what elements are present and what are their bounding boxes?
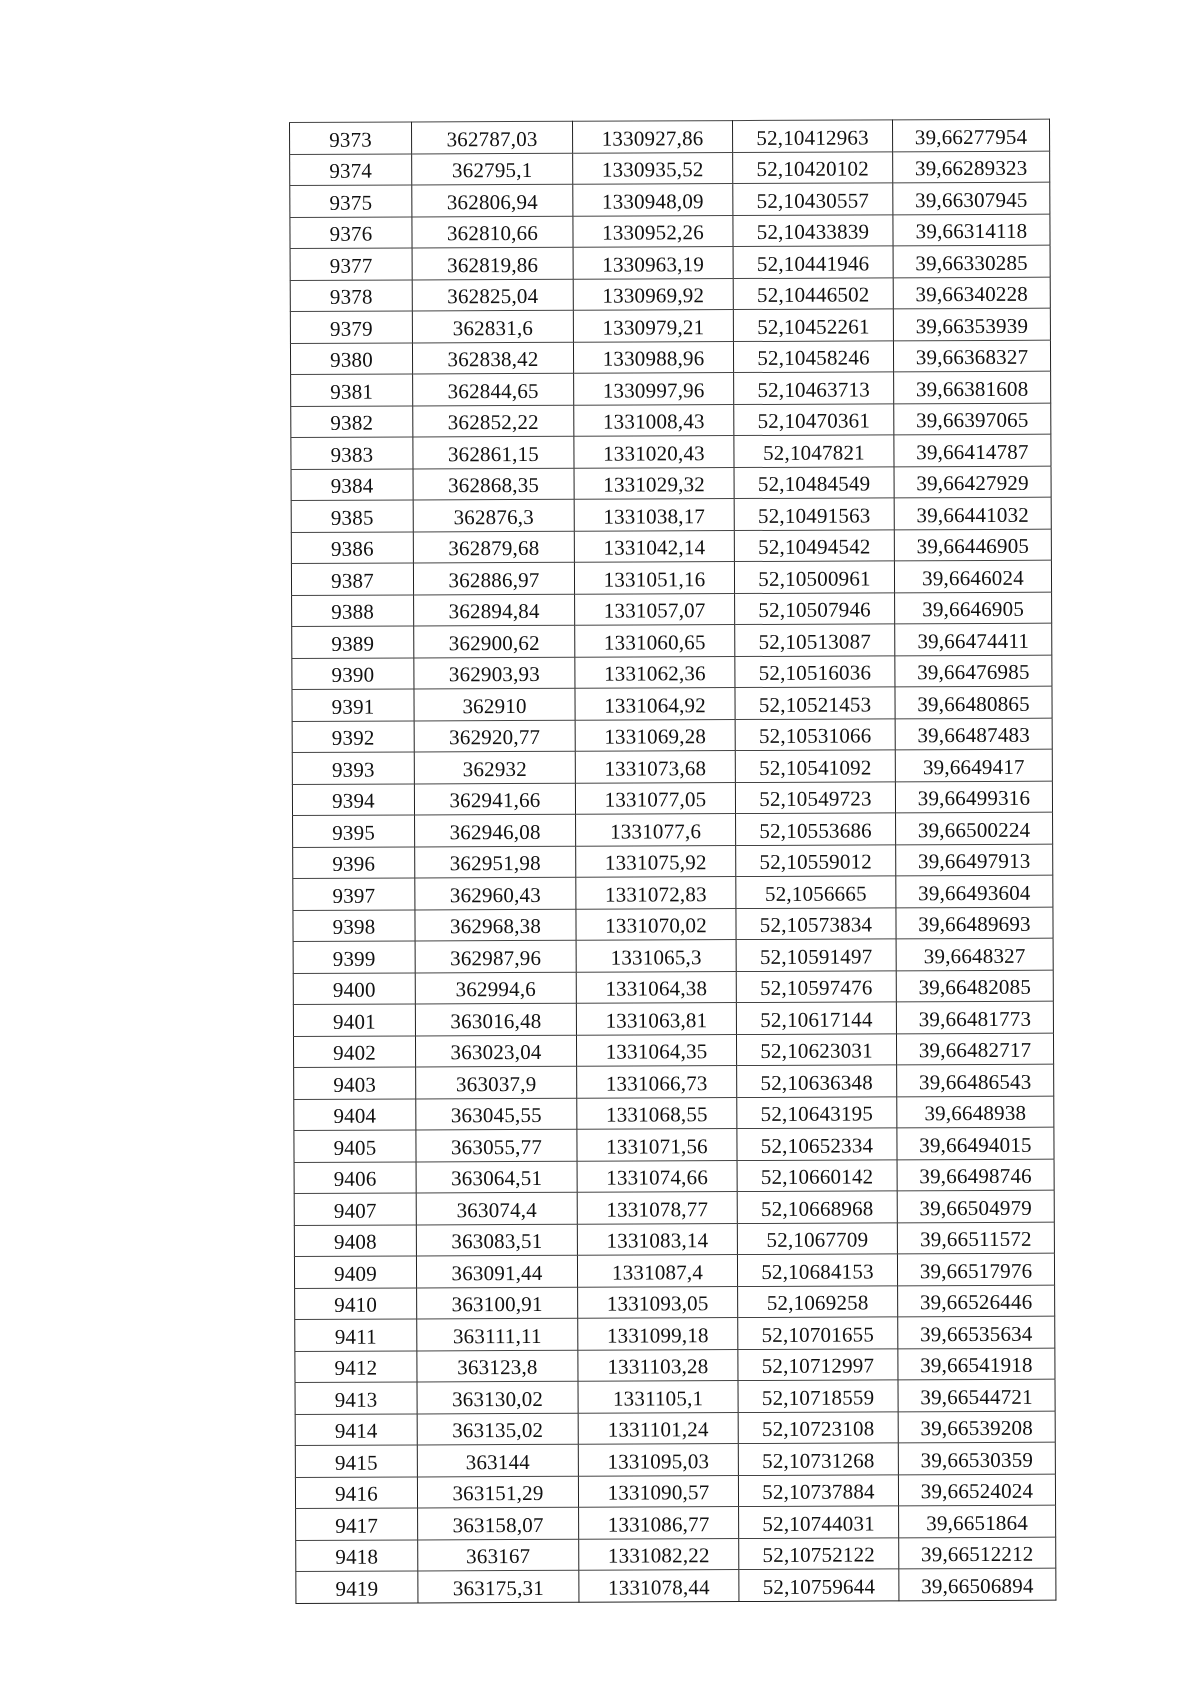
- y-coordinate-cell: 1331070,02: [576, 908, 736, 940]
- x-coordinate-cell: 363055,77: [416, 1129, 577, 1161]
- latitude-cell: 52,10643195: [737, 1096, 897, 1128]
- point-number-cell: 9402: [293, 1035, 415, 1067]
- longitude-cell: 39,66330285: [893, 245, 1050, 277]
- table-row: [290, 214, 1050, 249]
- y-coordinate-cell: 1331093,05: [578, 1286, 738, 1318]
- table-row: [290, 308, 1050, 343]
- table-row: [294, 1127, 1054, 1162]
- x-coordinate-cell: 362894,84: [414, 594, 575, 626]
- x-coordinate-cell: 362903,93: [414, 657, 575, 689]
- latitude-cell: 52,10737884: [738, 1474, 898, 1506]
- point-number-cell: 9419: [296, 1571, 418, 1603]
- x-coordinate-cell: 363123,8: [417, 1350, 578, 1382]
- y-coordinate-cell: 1331062,36: [575, 656, 735, 688]
- y-coordinate-cell: 1331101,24: [578, 1412, 738, 1444]
- table-row: [290, 119, 1050, 154]
- table-row: [292, 718, 1052, 753]
- longitude-cell: 39,66489693: [896, 907, 1053, 939]
- y-coordinate-cell: 1330969,92: [573, 278, 733, 310]
- longitude-cell: 39,66506894: [899, 1568, 1056, 1600]
- table-row: [295, 1442, 1055, 1477]
- longitude-cell: 39,66530359: [898, 1442, 1055, 1474]
- x-coordinate-cell: 362932: [414, 751, 575, 783]
- x-coordinate-cell: 363045,55: [416, 1098, 577, 1130]
- latitude-cell: 52,10541092: [735, 750, 895, 782]
- table-row: [291, 466, 1051, 501]
- coordinate-table-body: [290, 119, 1056, 1603]
- y-coordinate-cell: 1331099,18: [578, 1318, 738, 1350]
- longitude-cell: 39,66512212: [899, 1537, 1056, 1569]
- x-coordinate-cell: 362951,98: [415, 846, 576, 878]
- table-row: [291, 560, 1051, 595]
- latitude-cell: 52,10553686: [736, 813, 896, 845]
- point-number-cell: 9384: [291, 468, 413, 500]
- table-row: [290, 340, 1050, 375]
- latitude-cell: 52,10684153: [737, 1254, 897, 1286]
- point-number-cell: 9386: [291, 531, 413, 563]
- table-row: [296, 1537, 1056, 1572]
- longitude-cell: 39,6648327: [896, 938, 1053, 970]
- y-coordinate-cell: 1330927,86: [572, 121, 732, 153]
- x-coordinate-cell: 363037,9: [416, 1066, 577, 1098]
- table-row: [294, 1253, 1054, 1288]
- longitude-cell: 39,66397065: [894, 403, 1051, 435]
- y-coordinate-cell: 1330997,96: [574, 373, 734, 405]
- latitude-cell: 52,10513087: [735, 624, 895, 656]
- table-row: [291, 529, 1051, 564]
- y-coordinate-cell: 1330988,96: [573, 341, 733, 373]
- point-number-cell: 9412: [295, 1350, 417, 1382]
- longitude-cell: 39,66517976: [897, 1253, 1054, 1285]
- table-row: [290, 151, 1050, 186]
- y-coordinate-cell: 1331065,3: [576, 940, 736, 972]
- y-coordinate-cell: 1331105,1: [578, 1381, 738, 1413]
- table-row: [295, 1411, 1055, 1446]
- x-coordinate-cell: 362795,1: [412, 153, 573, 185]
- table-row: [295, 1348, 1055, 1383]
- point-number-cell: 9415: [295, 1445, 417, 1477]
- latitude-cell: 52,10652334: [737, 1128, 897, 1160]
- y-coordinate-cell: 1330963,19: [573, 247, 733, 279]
- table-row: [294, 1222, 1054, 1257]
- point-number-cell: 9381: [291, 374, 413, 406]
- point-number-cell: 9374: [290, 153, 412, 185]
- point-number-cell: 9390: [292, 657, 414, 689]
- y-coordinate-cell: 1331071,56: [577, 1129, 737, 1161]
- x-coordinate-cell: 362994,6: [415, 972, 576, 1004]
- table-row: [295, 1474, 1055, 1509]
- longitude-cell: 39,66500224: [896, 812, 1053, 844]
- latitude-cell: 52,10668968: [737, 1191, 897, 1223]
- table-row: [292, 686, 1052, 721]
- y-coordinate-cell: 1331064,35: [576, 1034, 736, 1066]
- latitude-cell: 52,10723108: [738, 1411, 898, 1443]
- table-row: [293, 1001, 1053, 1036]
- longitude-cell: 39,66307945: [893, 182, 1050, 214]
- y-coordinate-cell: 1331074,66: [577, 1160, 737, 1192]
- table-row: [293, 812, 1053, 847]
- point-number-cell: 9396: [293, 846, 415, 878]
- latitude-cell: 52,10701655: [738, 1317, 898, 1349]
- table-row: [291, 371, 1051, 406]
- y-coordinate-cell: 1330952,26: [573, 215, 733, 247]
- x-coordinate-cell: 362987,96: [415, 940, 576, 972]
- point-number-cell: 9416: [295, 1476, 417, 1508]
- y-coordinate-cell: 1331077,05: [575, 782, 735, 814]
- latitude-cell: 52,10491563: [734, 498, 894, 530]
- longitude-cell: 39,66340228: [893, 277, 1050, 309]
- point-number-cell: 9409: [294, 1256, 416, 1288]
- table-row: [293, 970, 1053, 1005]
- point-number-cell: 9410: [295, 1287, 417, 1319]
- latitude-cell: 52,10744031: [739, 1506, 899, 1538]
- point-number-cell: 9375: [290, 185, 412, 217]
- latitude-cell: 52,10446502: [733, 277, 893, 309]
- x-coordinate-cell: 362819,86: [412, 247, 573, 279]
- point-number-cell: 9380: [290, 342, 412, 374]
- table-row: [292, 749, 1052, 784]
- table-row: [293, 938, 1053, 973]
- table-row: [293, 875, 1053, 910]
- point-number-cell: 9393: [292, 752, 414, 784]
- latitude-cell: 52,10597476: [736, 970, 896, 1002]
- longitude-cell: 39,66480865: [895, 686, 1052, 718]
- y-coordinate-cell: 1331073,68: [575, 751, 735, 783]
- longitude-cell: 39,66511572: [897, 1222, 1054, 1254]
- latitude-cell: 52,10500961: [734, 561, 894, 593]
- x-coordinate-cell: 362787,03: [412, 121, 573, 153]
- longitude-cell: 39,66499316: [895, 781, 1052, 813]
- latitude-cell: 52,10549723: [735, 781, 895, 813]
- x-coordinate-cell: 363130,02: [417, 1381, 578, 1413]
- x-coordinate-cell: 362831,6: [412, 310, 573, 342]
- x-coordinate-cell: 363083,51: [416, 1224, 577, 1256]
- table-row: [292, 623, 1052, 658]
- y-coordinate-cell: 1331042,14: [574, 530, 734, 562]
- y-coordinate-cell: 1331051,16: [574, 562, 734, 594]
- coordinate-table: [289, 119, 1056, 1604]
- latitude-cell: 52,10441946: [733, 246, 893, 278]
- y-coordinate-cell: 1331083,14: [577, 1223, 737, 1255]
- y-coordinate-cell: 1330935,52: [573, 152, 733, 184]
- x-coordinate-cell: 362920,77: [414, 720, 575, 752]
- latitude-cell: 52,10731268: [738, 1443, 898, 1475]
- latitude-cell: 52,10759644: [739, 1569, 899, 1601]
- longitude-cell: 39,6646905: [895, 592, 1052, 624]
- table-row: [290, 277, 1050, 312]
- latitude-cell: 52,10623031: [736, 1033, 896, 1065]
- longitude-cell: 39,66474411: [895, 623, 1052, 655]
- table-row: [293, 844, 1053, 879]
- table-row: [296, 1505, 1056, 1540]
- latitude-cell: 52,1056665: [736, 876, 896, 908]
- longitude-cell: 39,66524024: [898, 1474, 1055, 1506]
- point-number-cell: 9373: [290, 122, 412, 154]
- point-number-cell: 9417: [296, 1508, 418, 1540]
- longitude-cell: 39,66544721: [898, 1379, 1055, 1411]
- point-number-cell: 9400: [293, 972, 415, 1004]
- point-number-cell: 9399: [293, 941, 415, 973]
- latitude-cell: 52,10412963: [732, 120, 892, 152]
- point-number-cell: 9394: [292, 783, 414, 815]
- y-coordinate-cell: 1331066,73: [577, 1066, 737, 1098]
- latitude-cell: 52,10559012: [736, 844, 896, 876]
- latitude-cell: 52,10718559: [738, 1380, 898, 1412]
- y-coordinate-cell: 1331063,81: [576, 1003, 736, 1035]
- longitude-cell: 39,66482717: [896, 1033, 1053, 1065]
- point-number-cell: 9389: [292, 626, 414, 658]
- longitude-cell: 39,66314118: [893, 214, 1050, 246]
- x-coordinate-cell: 362879,68: [413, 531, 574, 563]
- longitude-cell: 39,6649417: [895, 749, 1052, 781]
- longitude-cell: 39,66493604: [896, 875, 1053, 907]
- table-row: [295, 1285, 1055, 1320]
- latitude-cell: 52,1047821: [734, 435, 894, 467]
- longitude-cell: 39,66541918: [898, 1348, 1055, 1380]
- latitude-cell: 52,10591497: [736, 939, 896, 971]
- point-number-cell: 9414: [295, 1413, 417, 1445]
- point-number-cell: 9408: [294, 1224, 416, 1256]
- x-coordinate-cell: 363016,48: [415, 1003, 576, 1035]
- x-coordinate-cell: 362852,22: [413, 405, 574, 437]
- longitude-cell: 39,66482085: [896, 970, 1053, 1002]
- y-coordinate-cell: 1331075,92: [576, 845, 736, 877]
- x-coordinate-cell: 363023,04: [415, 1035, 576, 1067]
- point-number-cell: 9403: [294, 1067, 416, 1099]
- table-row: [292, 592, 1052, 627]
- table-row: [294, 1096, 1054, 1131]
- point-number-cell: 9413: [295, 1382, 417, 1414]
- point-number-cell: 9406: [294, 1161, 416, 1193]
- longitude-cell: 39,66414787: [894, 434, 1051, 466]
- longitude-cell: 39,66497913: [896, 844, 1053, 876]
- x-coordinate-cell: 362861,15: [413, 436, 574, 468]
- longitude-cell: 39,66535634: [898, 1316, 1055, 1348]
- longitude-cell: 39,66504979: [897, 1190, 1054, 1222]
- y-coordinate-cell: 1331078,77: [577, 1192, 737, 1224]
- x-coordinate-cell: 363135,02: [417, 1413, 578, 1445]
- y-coordinate-cell: 1331020,43: [574, 436, 734, 468]
- latitude-cell: 52,10521453: [735, 687, 895, 719]
- latitude-cell: 52,10433839: [733, 214, 893, 246]
- latitude-cell: 52,10484549: [734, 466, 894, 498]
- x-coordinate-cell: 363167: [418, 1539, 579, 1571]
- latitude-cell: 52,10516036: [735, 655, 895, 687]
- longitude-cell: 39,66427929: [894, 466, 1051, 498]
- table-row: [293, 907, 1053, 942]
- y-coordinate-cell: 1331057,07: [575, 593, 735, 625]
- latitude-cell: 52,10430557: [733, 183, 893, 215]
- longitude-cell: 39,66277954: [892, 119, 1049, 151]
- latitude-cell: 52,10752122: [739, 1537, 899, 1569]
- longitude-cell: 39,66526446: [898, 1285, 1055, 1317]
- latitude-cell: 52,1067709: [737, 1222, 897, 1254]
- table-row: [290, 245, 1050, 280]
- latitude-cell: 52,10458246: [733, 340, 893, 372]
- longitude-cell: 39,66487483: [895, 718, 1052, 750]
- y-coordinate-cell: 1331087,4: [577, 1255, 737, 1287]
- point-number-cell: 9378: [290, 279, 412, 311]
- table-row: [291, 403, 1051, 438]
- x-coordinate-cell: 362825,04: [412, 279, 573, 311]
- point-number-cell: 9401: [293, 1004, 415, 1036]
- latitude-cell: 52,10494542: [734, 529, 894, 561]
- longitude-cell: 39,6648938: [897, 1096, 1054, 1128]
- x-coordinate-cell: 362810,66: [412, 216, 573, 248]
- table-row: [291, 434, 1051, 469]
- point-number-cell: 9397: [293, 878, 415, 910]
- point-number-cell: 9376: [290, 216, 412, 248]
- point-number-cell: 9388: [292, 594, 414, 626]
- latitude-cell: 52,10573834: [736, 907, 896, 939]
- x-coordinate-cell: 362838,42: [412, 342, 573, 374]
- point-number-cell: 9391: [292, 689, 414, 721]
- point-number-cell: 9385: [291, 500, 413, 532]
- longitude-cell: 39,66481773: [896, 1001, 1053, 1033]
- y-coordinate-cell: 1330979,21: [573, 310, 733, 342]
- point-number-cell: 9407: [294, 1193, 416, 1225]
- table-row: [296, 1568, 1056, 1603]
- x-coordinate-cell: 362910: [414, 688, 575, 720]
- latitude-cell: 52,10660142: [737, 1159, 897, 1191]
- point-number-cell: 9395: [293, 815, 415, 847]
- x-coordinate-cell: 362946,08: [415, 814, 576, 846]
- x-coordinate-cell: 363074,4: [416, 1192, 577, 1224]
- longitude-cell: 39,6651864: [899, 1505, 1056, 1537]
- latitude-cell: 52,10712997: [738, 1348, 898, 1380]
- table-row: [290, 182, 1050, 217]
- point-number-cell: 9411: [295, 1319, 417, 1351]
- y-coordinate-cell: 1331069,28: [575, 719, 735, 751]
- y-coordinate-cell: 1331095,03: [578, 1444, 738, 1476]
- longitude-cell: 39,66446905: [894, 529, 1051, 561]
- longitude-cell: 39,66353939: [893, 308, 1050, 340]
- table-row: [294, 1064, 1054, 1099]
- point-number-cell: 9382: [291, 405, 413, 437]
- y-coordinate-cell: 1331082,22: [579, 1538, 739, 1570]
- table-row: [292, 781, 1052, 816]
- x-coordinate-cell: 362900,62: [414, 625, 575, 657]
- longitude-cell: 39,66539208: [898, 1411, 1055, 1443]
- x-coordinate-cell: 363158,07: [418, 1507, 579, 1539]
- x-coordinate-cell: 362941,66: [414, 783, 575, 815]
- point-number-cell: 9392: [292, 720, 414, 752]
- table-row: [294, 1159, 1054, 1194]
- longitude-cell: 39,66441032: [894, 497, 1051, 529]
- y-coordinate-cell: 1331008,43: [574, 404, 734, 436]
- latitude-cell: 52,10531066: [735, 718, 895, 750]
- longitude-cell: 39,66498746: [897, 1159, 1054, 1191]
- table-row: [293, 1033, 1053, 1068]
- table-row: [295, 1379, 1055, 1414]
- x-coordinate-cell: 362868,35: [413, 468, 574, 500]
- y-coordinate-cell: 1331078,44: [579, 1570, 739, 1602]
- point-number-cell: 9383: [291, 437, 413, 469]
- point-number-cell: 9405: [294, 1130, 416, 1162]
- latitude-cell: 52,1069258: [738, 1285, 898, 1317]
- latitude-cell: 52,10636348: [737, 1065, 897, 1097]
- table-row: [291, 497, 1051, 532]
- table-row: [295, 1316, 1055, 1351]
- x-coordinate-cell: 362844,65: [413, 373, 574, 405]
- x-coordinate-cell: 363064,51: [416, 1161, 577, 1193]
- y-coordinate-cell: 1331060,65: [575, 625, 735, 657]
- x-coordinate-cell: 363111,11: [417, 1318, 578, 1350]
- latitude-cell: 52,10470361: [734, 403, 894, 435]
- latitude-cell: 52,10617144: [736, 1002, 896, 1034]
- x-coordinate-cell: 362886,97: [413, 562, 574, 594]
- point-number-cell: 9387: [291, 563, 413, 595]
- y-coordinate-cell: 1331068,55: [577, 1097, 737, 1129]
- x-coordinate-cell: 363144: [417, 1444, 578, 1476]
- latitude-cell: 52,10463713: [734, 372, 894, 404]
- y-coordinate-cell: 1331103,28: [578, 1349, 738, 1381]
- y-coordinate-cell: 1331029,32: [574, 467, 734, 499]
- y-coordinate-cell: 1331086,77: [579, 1507, 739, 1539]
- x-coordinate-cell: 363151,29: [417, 1476, 578, 1508]
- x-coordinate-cell: 362968,38: [415, 909, 576, 941]
- table-row: [292, 655, 1052, 690]
- latitude-cell: 52,10452261: [733, 309, 893, 341]
- x-coordinate-cell: 362960,43: [415, 877, 576, 909]
- longitude-cell: 39,66494015: [897, 1127, 1054, 1159]
- latitude-cell: 52,10507946: [735, 592, 895, 624]
- point-number-cell: 9418: [296, 1539, 418, 1571]
- point-number-cell: 9377: [290, 248, 412, 280]
- x-coordinate-cell: 363175,31: [418, 1570, 579, 1602]
- x-coordinate-cell: 363100,91: [417, 1287, 578, 1319]
- y-coordinate-cell: 1331064,38: [576, 971, 736, 1003]
- y-coordinate-cell: 1331038,17: [574, 499, 734, 531]
- x-coordinate-cell: 362876,3: [413, 499, 574, 531]
- longitude-cell: 39,66368327: [893, 340, 1050, 372]
- x-coordinate-cell: 362806,94: [412, 184, 573, 216]
- latitude-cell: 52,10420102: [733, 151, 893, 183]
- y-coordinate-cell: 1330948,09: [573, 184, 733, 216]
- longitude-cell: 39,66476985: [895, 655, 1052, 687]
- point-number-cell: 9404: [294, 1098, 416, 1130]
- y-coordinate-cell: 1331090,57: [578, 1475, 738, 1507]
- x-coordinate-cell: 363091,44: [416, 1255, 577, 1287]
- point-number-cell: 9398: [293, 909, 415, 941]
- y-coordinate-cell: 1331072,83: [576, 877, 736, 909]
- y-coordinate-cell: 1331064,92: [575, 688, 735, 720]
- point-number-cell: 9379: [290, 311, 412, 343]
- table-row: [294, 1190, 1054, 1225]
- y-coordinate-cell: 1331077,6: [576, 814, 736, 846]
- longitude-cell: 39,6646024: [894, 560, 1051, 592]
- longitude-cell: 39,66486543: [897, 1064, 1054, 1096]
- longitude-cell: 39,66381608: [894, 371, 1051, 403]
- longitude-cell: 39,66289323: [893, 151, 1050, 183]
